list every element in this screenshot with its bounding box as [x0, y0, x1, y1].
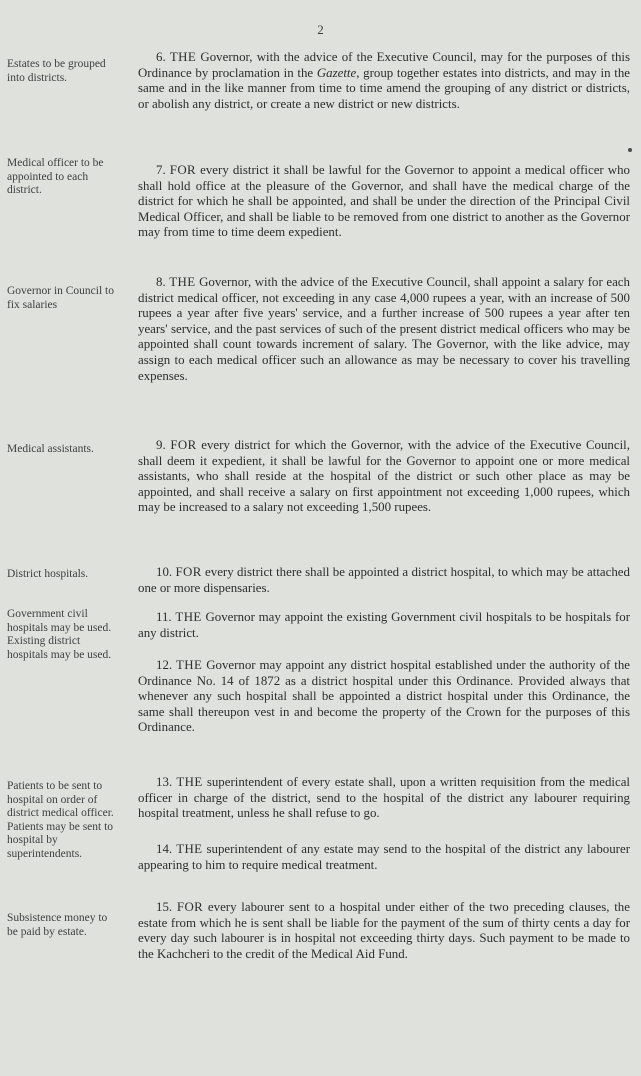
section-11: 11. THE Governor may appoint the existing Government civil hospitals to be hospitals for any district. [138, 610, 630, 640]
section-6: 6. THE Governor, with the advice of the Executive Council, may for the purposes of this Ordinance by proclamation in the Gazette, group together estates into districts, and may in the same and in the like manner from time to time amend the grouping of any district or districts, or abolish any district, or create a new district or new districts. [138, 50, 630, 111]
margin-note: Estates to be grouped into districts. [7, 58, 106, 84]
section-8: 8. THE Governor, with the advice of the Executive Council, shall appoint a salary for each district medical officer, not exceeding in any case 4,000 rupees a year, with an increase of 500 rupees a year after five years' service, and a further increase of 500 rupees a year after ten years' service, and the past services of such of the present district medical officers who may be appointed shall count towards increment of salary. The Governor, with the like advice, may assign to each medical officer such an allowance as may be necessary to cover his travelling expenses. [138, 275, 630, 383]
section-15: 15. FOR every labourer sent to a hospital under either of the two preceding clauses, the estate from which he is sent shall be liable for the payment of the sum of thirty cents a day for every day such labourer is in hospital not exceeding thirty days. Such payment to be made to the Kachcheri to the credit of the Medical Aid Fund. [138, 900, 630, 961]
margin-note: Government civil hospitals may be used. Existing district hospitals may be used. [7, 608, 112, 661]
section-12: 12. THE Governor may appoint any district hospital established under the authority of the Ordinance No. 14 of 1872 as a district hospital under this Ordinance. Provided always that whenever any such hospital shall be appointed a district hospital under this Ordinance, the same shall thereupon vest in and become the property of the Crown for the purposes of this Ordinance. [138, 658, 630, 735]
section-14: 14. THE superintendent of any estate may send to the hospital of the district any labourer appearing to him to require medical treatment. [138, 842, 630, 872]
section-7: 7. FOR every district it shall be lawful for the Governor to appoint a medical officer who shall hold office at the pleasure of the Governor, and shall have the medical charge of the district for which he shall be appointed, and shall be under the direction of the Principal Civil Medical Officer, and shall be liable to be removed from one district to another as the Governor may from time to time deem expedient. [138, 163, 631, 240]
margin-note: Subsistence money to be paid by estate. [7, 912, 108, 938]
page-number: 2 [317, 22, 324, 37]
section-13: 13. THE superintendent of every estate shall, upon a written requisition from the medical officer in charge of the district, send to the hospital of the district any labourer requiring hospital treatment, unless he shall refuse to go. [138, 775, 631, 821]
margin-note: Medical officer to be appointed to each district. [7, 157, 104, 196]
margin-note: District hospitals. [7, 568, 89, 580]
margin-note: Governor in Council to fix salaries [7, 285, 114, 311]
margin-note: Medical assistants. [7, 443, 94, 455]
margin-dot [628, 148, 632, 152]
section-9: 9. FOR every district for which the Governor, with the advice of the Executive Council, shall deem it expedient, it shall be lawful for the Governor to appoint one or more medical assistants, who shall reside at the hospital of the district or such other place as may be appointed, and shall receive a salary on first appointment not exceeding 1,000 rupees, which may be increased to a salary not exceeding 1,500 rupees. [138, 438, 630, 515]
section-10: 10. FOR every district there shall be appointed a district hospital, to which may be attached one or more dispensaries. [138, 565, 630, 595]
margin-note: Patients to be sent to hospital on order of district medical officer. Patients may be sent to hospital by superintendents. [7, 780, 114, 860]
